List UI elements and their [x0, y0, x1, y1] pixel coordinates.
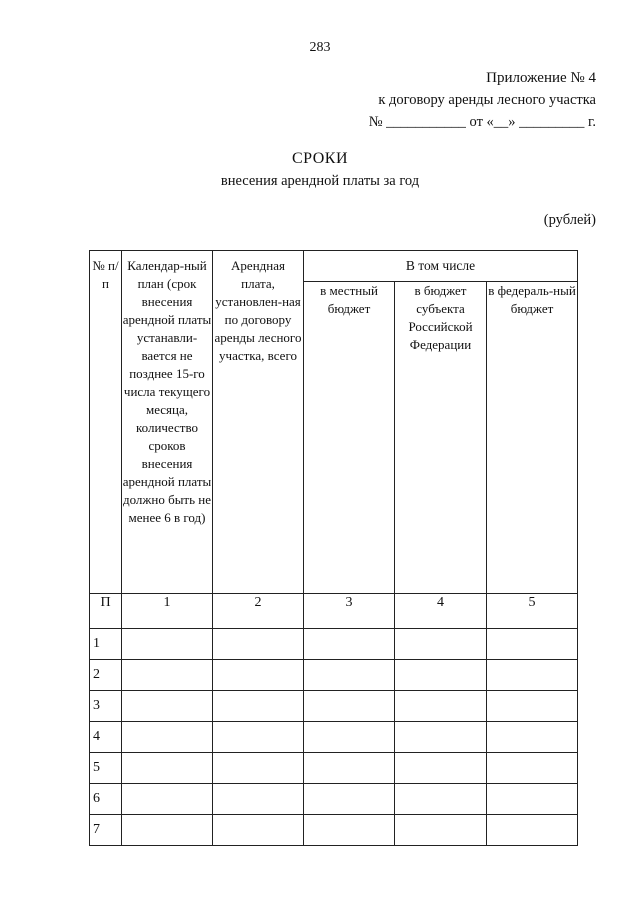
table-cell	[395, 815, 487, 846]
column-number: 5	[487, 594, 578, 629]
table-cell	[213, 815, 304, 846]
header-including: В том числе	[304, 251, 578, 282]
table-row	[90, 722, 578, 753]
page-number: 283	[309, 40, 331, 55]
table-cell	[304, 815, 395, 846]
column-number: 4	[395, 594, 487, 629]
table-cell	[487, 722, 578, 753]
table-cell	[395, 753, 487, 784]
row-number: 3	[90, 691, 122, 722]
table-cell	[304, 753, 395, 784]
table-cell	[122, 784, 213, 815]
appendix-contract-number-date: № ___________ от «__» _________ г.	[368, 114, 596, 130]
table-cell	[122, 629, 213, 660]
table-cell	[304, 691, 395, 722]
table-cell	[304, 722, 395, 753]
payment-schedule-table	[89, 250, 578, 846]
table-cell	[395, 691, 487, 722]
header-rent-total: Арендная плата, установлен-ная по договору аренды лесного участка, всего	[213, 251, 304, 594]
table-cell	[395, 660, 487, 691]
column-number-row	[90, 594, 578, 629]
row-number: 2	[90, 660, 122, 691]
row-number: 4	[90, 722, 122, 753]
table-cell	[122, 722, 213, 753]
table-cell	[304, 629, 395, 660]
row-number: 5	[90, 753, 122, 784]
table-cell	[213, 691, 304, 722]
column-number: П	[90, 594, 122, 629]
table-row	[90, 629, 578, 660]
table-row	[90, 815, 578, 846]
table-cell	[122, 691, 213, 722]
table-cell	[122, 815, 213, 846]
column-number: 2	[213, 594, 304, 629]
table-header-row	[90, 251, 578, 282]
table-cell	[122, 660, 213, 691]
document-title: СРОКИ	[291, 150, 349, 167]
row-number: 1	[90, 629, 122, 660]
header-regional-budget: в бюджет субъекта Российской Федерации	[395, 282, 487, 594]
table-cell	[487, 691, 578, 722]
table-cell	[487, 784, 578, 815]
column-number: 3	[304, 594, 395, 629]
table-cell	[395, 784, 487, 815]
header-federal-budget: в федераль-ный бюджет	[487, 282, 578, 594]
table-cell	[304, 660, 395, 691]
table-row	[90, 753, 578, 784]
table-cell	[395, 629, 487, 660]
table-cell	[213, 784, 304, 815]
row-number: 7	[90, 815, 122, 846]
table-cell	[395, 722, 487, 753]
appendix-title: Приложение № 4	[486, 70, 596, 86]
table-cell	[487, 629, 578, 660]
column-number: 1	[122, 594, 213, 629]
document-subtitle: внесения арендной платы за год	[220, 173, 420, 189]
header-row-number: № п/п	[90, 251, 122, 594]
table-cell	[487, 815, 578, 846]
table-cell	[213, 660, 304, 691]
table-cell	[487, 753, 578, 784]
appendix-contract-reference: к договору аренды лесного участка	[378, 92, 596, 108]
table-cell	[122, 753, 213, 784]
table-cell	[213, 753, 304, 784]
row-number: 6	[90, 784, 122, 815]
table-row	[90, 660, 578, 691]
table-cell	[213, 629, 304, 660]
table-row	[90, 691, 578, 722]
table-cell	[304, 784, 395, 815]
header-calendar-plan: Календар-ный план (срок внесения арендной платы устанавли-вается не позднее 15-го числа текущего месяца, количество сроков внесения арендной платы должно быть не менее 6 в год)	[122, 251, 213, 594]
table-cell	[213, 722, 304, 753]
table-row	[90, 784, 578, 815]
header-local-budget: в местный бюджет	[304, 282, 395, 594]
table-cell	[487, 660, 578, 691]
currency-unit-note: (рублей)	[543, 212, 596, 228]
